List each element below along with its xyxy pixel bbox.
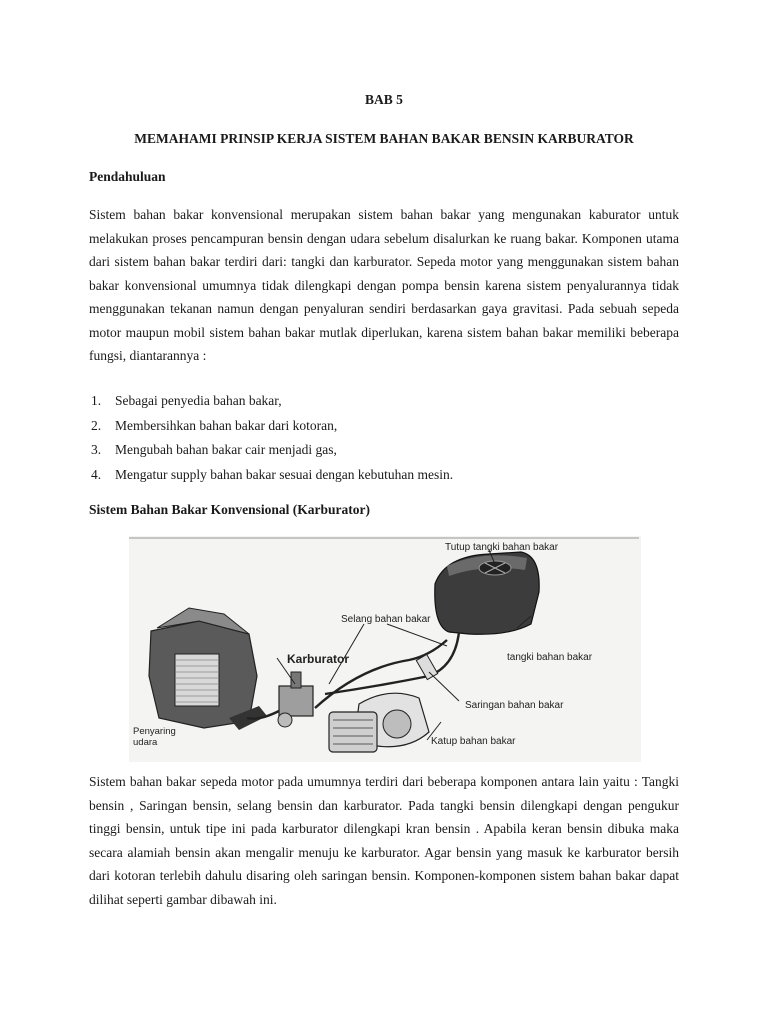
list-item-text: Mengatur supply bahan bakar sesuai dengan kebutuhan mesin.	[115, 466, 454, 482]
list-item-number: 2.	[91, 417, 102, 433]
label-air-filter-line2: udara	[133, 737, 158, 748]
list-item-number: 3.	[91, 442, 102, 457]
label-air-filter-line1: Penyaring	[133, 726, 176, 737]
list-item-text: Mengubah bahan bakar cair menjadi gas,	[115, 442, 337, 457]
list-item	[89, 438, 679, 463]
label-fuel-filter: Saringan bahan bakar	[465, 700, 564, 711]
label-fuel-tank: tangki bahan bakar	[507, 652, 593, 663]
list-item	[89, 414, 679, 439]
list-item-number: 1.	[91, 393, 102, 408]
section2-paragraph: Sistem bahan bakar sepeda motor pada umumnya terdiri dari beberapa komponen antara lain yaitu : Tangki bensin , Saringan bensin, selang bensin dan karburator. Pada tangki bensin dilengkapi dengan pengukur tinggi bensin, untuk tipe ini pada karburator dilengkapi kran bensin . Apabila keran bensin dibuka maka secara alamiah bensin akan mengalir menuju ke karburator. Agar bensin yang masuk ke karburator bersih dari kotoran terlebih dahulu disaring oleh saringan bensin. Komponen-komponen sistem bahan bakar dapat dilihat seperti gambar dibawah ini.	[89, 774, 679, 907]
list-item-text: Sebagai penyedia bahan bakar,	[115, 393, 282, 408]
intro-heading: Pendahuluan	[89, 169, 166, 184]
chapter-number: BAB 5	[365, 92, 403, 107]
label-fuel-valve: Katup bahan bakar	[431, 736, 516, 747]
section-heading-carburetor: Sistem Bahan Bakar Konvensional (Karburator)	[89, 502, 371, 517]
fuel-system-diagram	[129, 536, 641, 762]
label-carburetor: Karburator	[287, 652, 350, 666]
page-title: MEMAHAMI PRINSIP KERJA SISTEM BAHAN BAKAR BENSIN KARBURATOR	[134, 131, 634, 146]
label-fuel-hose: Selang bahan bakar	[341, 614, 431, 625]
label-tank-cap: Tutup tangki bahan bakar	[445, 542, 559, 553]
list-item	[89, 463, 679, 488]
list-item	[89, 389, 679, 414]
list-item-number: 4.	[91, 466, 102, 482]
list-item-text: Membersihkan bahan bakar dari kotoran,	[115, 417, 338, 433]
functions-list	[89, 389, 679, 487]
intro-paragraph: Sistem bahan bakar konvensional merupakan sistem bahan bakar yang mengunakan kaburator untuk melakukan proses pencampuran bensin dengan udara sebelum disalurkan ke ruang bakar. Komponen utama dari sistem bahan bakar terdiri dari: tangki dan karburator. Sepeda motor yang menggunakan sistem bahan bakar konvensional umumnya tidak dilengkapi dengan pompa bensin karena sistem penyalurannya tidak menggunakan tekanan namun dengan penyaluran sendiri berdasarkan gaya gravitasi. Pada sebuah sepeda motor maupun mobil sistem bahan bakar mutlak diperlukan, karena sistem bahan bakar memiliki beberapa fungsi, diantarannya :	[89, 207, 679, 363]
